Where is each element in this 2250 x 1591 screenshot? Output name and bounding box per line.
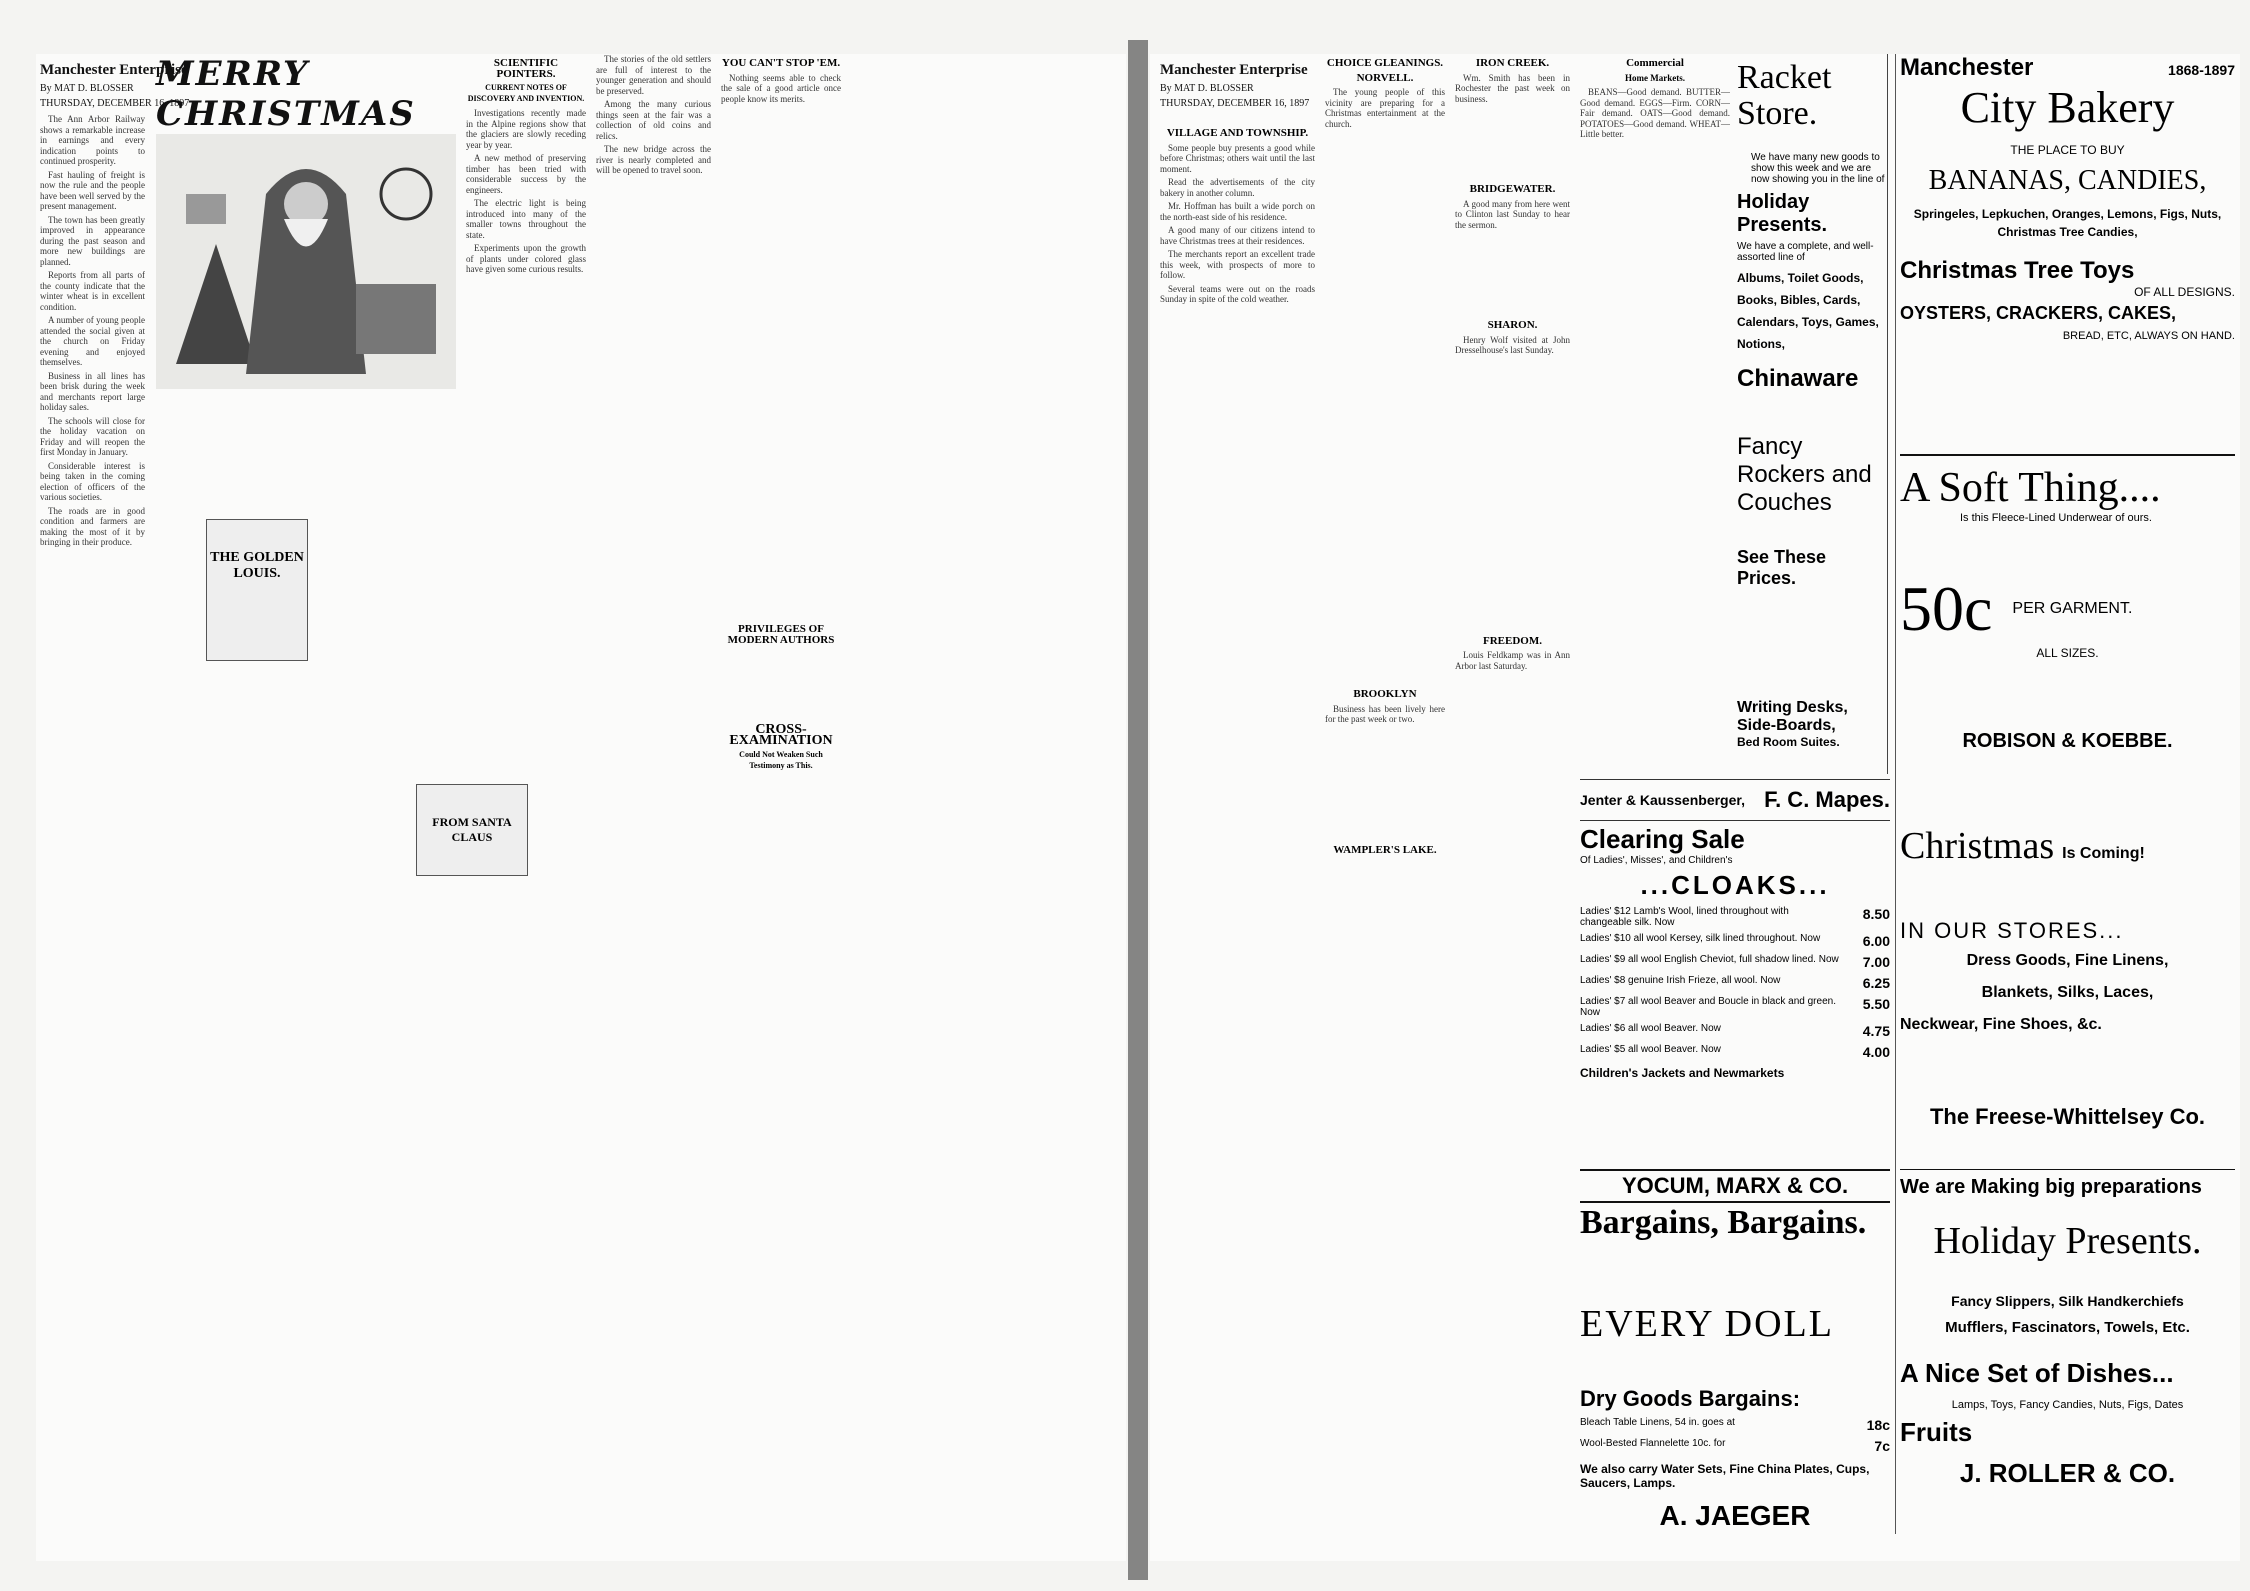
right-masthead [1160, 62, 1309, 109]
cross-examination-subtitle: Could Not Weaken Such Testimony as This. [739, 750, 823, 770]
price-value: 4.75 [1862, 1023, 1890, 1039]
santa-claus-icon [156, 134, 456, 389]
you-cant-stop-heading: YOU CAN'T STOP 'EM. [721, 57, 841, 69]
dry-goods-list [1580, 1417, 1890, 1454]
racket-assort: We have a complete, and well-assorted line of [1737, 241, 1874, 263]
per-garment: PER GARMENT. [2012, 600, 2133, 617]
robison-koebbe-name: ROBISON & KOEBBE. [1962, 730, 2173, 752]
masthead-title: Manchester Enterprise [1160, 62, 1308, 78]
racket-bed-room: Bed Room Suites. [1737, 735, 1840, 749]
nice-dishes: A Nice Set of Dishes... [1900, 1358, 2174, 1388]
bakery-items: Springeles, Lepkuchen, Oranges, Lemons, Figs, Nuts, Christmas Tree Candies, [1913, 207, 2222, 239]
dress-goods: Dress Goods, Fine Linens, [1966, 952, 2169, 969]
price-row [1580, 975, 1890, 991]
neckwear: Neckwear, Fine Shoes, &c. [1900, 1016, 2102, 1033]
price-value: 18c [1866, 1417, 1890, 1433]
iron-creek-heading: IRON CREEK. [1475, 57, 1550, 69]
roller-ad [1900, 1169, 2235, 1540]
left-column-1: The Ann Arbor Railway shows a remarkable increase in earnings and every indication points to continued prosperity. Fast hauling of freight is now the rule and the people have been well served by the present management. The town has been greatly improved in appearance during the past season and more new buildings are planned. Reports from all parts of the county indicate that the winter wheat is in excellent condition. A number of young people attended the social given at the church on Friday evening and enjoyed themselves. Business in all lines has been brisk during the week and merchants report large holiday sales. The schools will close for the holiday vacation on Friday and will reopen the first Monday in January. Considerable interest is being taken in the coming election of officers of the various societies. The roads are in good condition and farmers are making the most of it by bringing in their produce. [40, 114, 145, 547]
bakery-all-designs: OF ALL DESIGNS. [2134, 285, 2235, 299]
fleece-line: Is this Fleece-Lined Underwear of ours. [1960, 512, 2152, 524]
making-line: We are Making big preparations [1900, 1176, 2202, 1198]
merry-christmas-illustration [156, 54, 456, 354]
price-row [1580, 1438, 1890, 1454]
christmas-title: Christmas [1900, 825, 2055, 867]
jenter-name: Jenter & Kaussenberger, [1580, 792, 1745, 808]
price-label: Ladies' $10 all wool Kersey, silk lined throughout. Now [1580, 933, 1821, 944]
price-value: 8.50 [1862, 906, 1890, 922]
price-value: 4.00 [1862, 1044, 1890, 1060]
village-township-heading: VILLAGE AND TOWNSHIP. [1166, 127, 1309, 139]
golden-louis-title: THE GOLDEN LOUIS. [210, 550, 304, 581]
merry-christmas-title: MERRY CHRISTMAS [156, 54, 416, 134]
commercial-heading: Commercial [1626, 57, 1684, 69]
column-rule [1895, 54, 1896, 1534]
blankets: Blankets, Silks, Laces, [1981, 984, 2154, 1001]
racket-fancy-rockers: Fancy Rockers and Couches [1737, 433, 1872, 516]
price-value: 6.00 [1862, 933, 1890, 949]
choice-gleanings-heading: CHOICE GLEANINGS. [1326, 57, 1444, 69]
jaeger-name: A. JAEGER [1659, 1500, 1811, 1531]
bakery-years: 1868-1897 [2168, 62, 2235, 78]
home-markets-heading: Home Markets. [1625, 72, 1685, 83]
bakery-oysters: OYSTERS, CRACKERS, CAKES, [1900, 303, 2177, 323]
masthead-title: Manchester Enterprise [40, 62, 188, 78]
lamps-line: Lamps, Toys, Fancy Candies, Nuts, Figs, Dates [1951, 1399, 2184, 1411]
price-row [1580, 933, 1890, 949]
jenter-mapes-banner [1580, 779, 1890, 821]
all-sizes: ALL SIZES. [2036, 646, 2099, 660]
price-value: 7.00 [1862, 954, 1890, 970]
racket-holiday-presents: Holiday Presents. [1737, 191, 1828, 236]
racket-writing-desks: Writing Desks, Side-Boards, [1737, 699, 1848, 734]
fancy-slippers: Fancy Slippers, Silk Handkerchiefs [1951, 1293, 2184, 1309]
cross-examination-heading: CROSS-EXAMINATION [729, 722, 833, 748]
bakery-manchester: Manchester [1900, 54, 2034, 81]
racket-store-ad [1737, 54, 1888, 774]
scientific-pointers-column: SCIENTIFIC POINTERS. CURRENT NOTES OF DISCOVERY AND INVENTION. Investigations recently made in the Alpine regions show that the glaciers are slowly receding year by year. A new method of preserving timber has been tried with considerable success by the engineers. The electric light is being introduced into many of the smaller towns throughout the state. Experiments upon the growth of plants under colored glass have given some curious results. [466, 57, 586, 274]
price-row [1580, 954, 1890, 970]
scientific-pointers-title: SCIENTIFIC POINTERS. [493, 57, 559, 80]
dry-goods-title: Dry Goods Bargains: [1580, 1386, 1801, 1411]
bakery-bread: BREAD, ETC, ALWAYS ON HAND. [2062, 330, 2235, 342]
mufflers: Mufflers, Fascinators, Towels, Etc. [1945, 1319, 2190, 1336]
price-label: Ladies' $8 genuine Irish Frieze, all wool. Now [1580, 975, 1781, 986]
price-row [1580, 1023, 1890, 1039]
left-column-5: YOU CAN'T STOP 'EM. Nothing seems able to check the sale of a good article once people know its merits. PRIVILEGES OF MODERN AUTHORS CROSS-EXAMINATION Could Not Weaken Such Testimony as This. [721, 57, 841, 770]
city-bakery-title: City Bakery [1960, 83, 2175, 132]
is-coming: Is Coming! [2062, 845, 2145, 862]
price-value: 5.50 [1862, 996, 1890, 1012]
cloak-sale-ad [1580, 824, 1890, 1164]
sharon-heading: SHARON. [1487, 319, 1538, 331]
price-label: Ladies' $7 all wool Beaver and Boucle in black and green. Now [1580, 996, 1836, 1018]
price-row [1580, 996, 1890, 1018]
right-page [1150, 54, 2240, 1561]
issue-date: THURSDAY, DECEMBER 16, 1897 [40, 98, 190, 109]
price-value: 7c [1874, 1438, 1890, 1454]
cloak-price-list [1580, 906, 1890, 1060]
price-label: Ladies' $5 all wool Beaver. Now [1580, 1044, 1721, 1055]
bridgewater-heading: BRIDGEWATER. [1469, 183, 1556, 195]
price-value: 6.25 [1862, 975, 1890, 991]
jaeger-ad [1580, 1204, 1890, 1534]
yocum-banner [1580, 1169, 1890, 1203]
racket-chinaware: Chinaware [1737, 365, 1859, 392]
page-gutter [1128, 40, 1148, 1580]
from-santa-title: FROM SANTA CLAUS [432, 815, 512, 844]
freese-name: The Freese-Whittelsey Co. [1929, 1104, 2206, 1129]
iron-creek-column: IRON CREEK. Wm. Smith has been in Rochester the past week on business. BRIDGEWATER. A good many from here went to Clinton last Sunday to hear the sermon. SHARON. Henry Wolf visited at John Dresselhouse's last Sunday. FREEDOM. Louis Feldkamp was in Ann Arbor last Saturday. [1455, 57, 1570, 671]
commercial-column: Commercial Home Markets. BEANS—Good demand. BUTTER—Good demand. EGGS—Firm. CORN—Fair demand. OATS—Good demand. POTATOES—Good demand. WHEAT—Little better. [1580, 57, 1730, 139]
byline: By MAT D. BLOSSER [1160, 83, 1254, 94]
childrens-jackets: Children's Jackets and Newmarkets [1580, 1066, 1785, 1080]
freese-whittelsey-ad [1900, 824, 2235, 1164]
bakery-place: THE PLACE TO BUY [2010, 143, 2125, 157]
price-row [1580, 1417, 1890, 1433]
price-label: Bleach Table Linens, 54 in. goes at [1580, 1417, 1735, 1428]
price-row [1580, 906, 1890, 928]
left-page [36, 54, 1126, 1561]
price-label: Ladies' $12 Lamb's Wool, lined throughout with changeable silk. Now [1580, 906, 1789, 928]
choice-gleanings-column: CHOICE GLEANINGS. NORVELL. The young people of this vicinity are preparing for a Christmas entertainment at the church. BROOKLYN Business has been lively here for the past week or two. WAMPLER'S LAKE. [1325, 57, 1445, 856]
racket-store-title: Racket Store. [1737, 59, 1832, 132]
city-bakery-ad [1900, 54, 2235, 404]
clearing-sale-subtitle: Of Ladies', Misses', and Children's [1580, 855, 1733, 866]
soft-thing-title: A Soft Thing.... [1900, 465, 2161, 511]
clearing-sale-title: Clearing Sale [1580, 824, 1745, 854]
mapes-name: F. C. Mapes. [1764, 787, 1890, 812]
racket-items: Albums, Toilet Goods, Books, Bibles, Cards, Calendars, Toys, Games, Notions, [1737, 271, 1879, 351]
holiday-presents-title: Holiday Presents. [1933, 1220, 2202, 1262]
left-column-4: The stories of the old settlers are full of interest to the younger generation and should be preserved. Among the many curious things seen at the fair was a collection of old coins and relics. The new bridge across the river is nearly completed and will be opened to travel soon. [596, 54, 711, 175]
yocum-name: YOCUM, MARX & CO. [1621, 1173, 1849, 1198]
racket-see-prices: See These Prices. [1737, 547, 1827, 588]
price-50c: 50c [1900, 573, 1993, 644]
fruits-line: Fruits [1900, 1417, 1973, 1447]
freedom-heading: FREEDOM. [1483, 634, 1542, 647]
price-label: Wool-Bested Flannelette 10c. for [1580, 1438, 1726, 1449]
bakery-bananas: BANANAS, CANDIES, [1928, 165, 2207, 196]
every-doll-title: EVERY DOLL [1580, 1303, 1834, 1345]
bargains-title: Bargains, Bargains. [1580, 1204, 1867, 1241]
from-santa-illustration [416, 784, 528, 876]
issue-date: THURSDAY, DECEMBER 16, 1897 [1160, 98, 1310, 109]
norvell-heading: NORVELL. [1356, 71, 1414, 84]
robison-koebbe-ad [1900, 454, 2235, 816]
scientific-pointers-subtitle: CURRENT NOTES OF DISCOVERY AND INVENTION. [467, 83, 585, 103]
village-township-column: VILLAGE AND TOWNSHIP. Some people buy presents a good while before Christmas; others wait until the last moment. Read the advertisements of the city bakery in another column. Mr. Hoffman has built a wide porch on the north-east side of his residence. A good many of our citizens intend to have Christmas trees at their residences. The merchants report an excellent trade this week, with prospects of more to follow. Several teams were out on the roads Sunday in spite of the cold weather. [1160, 127, 1315, 304]
water-sets: We also carry Water Sets, Fine China Plates, Cups, Saucers, Lamps. [1580, 1462, 1870, 1490]
bakery-toys: Christmas Tree Toys [1900, 257, 2135, 284]
brooklyn-heading: BROOKLYN [1353, 688, 1417, 700]
price-label: Ladies' $9 all wool English Cheviot, full shadow lined. Now [1580, 954, 1839, 965]
price-row [1580, 1044, 1890, 1060]
racket-intro: We have many new goods to show this week and we are now showing you in the line of [1751, 152, 1885, 185]
roller-name: J. ROLLER & CO. [1959, 1458, 2176, 1488]
price-label: Ladies' $6 all wool Beaver. Now [1580, 1023, 1721, 1034]
wamplers-lake-heading: WAMPLER'S LAKE. [1333, 843, 1437, 856]
golden-louis-illustration [206, 519, 308, 661]
byline: By MAT D. BLOSSER [40, 83, 134, 94]
cloaks-title: ...CLOAKS... [1640, 870, 1830, 900]
modern-authors-heading: PRIVILEGES OF MODERN AUTHORS [727, 623, 835, 646]
in-our-stores: IN OUR STORES... [1900, 918, 2124, 943]
